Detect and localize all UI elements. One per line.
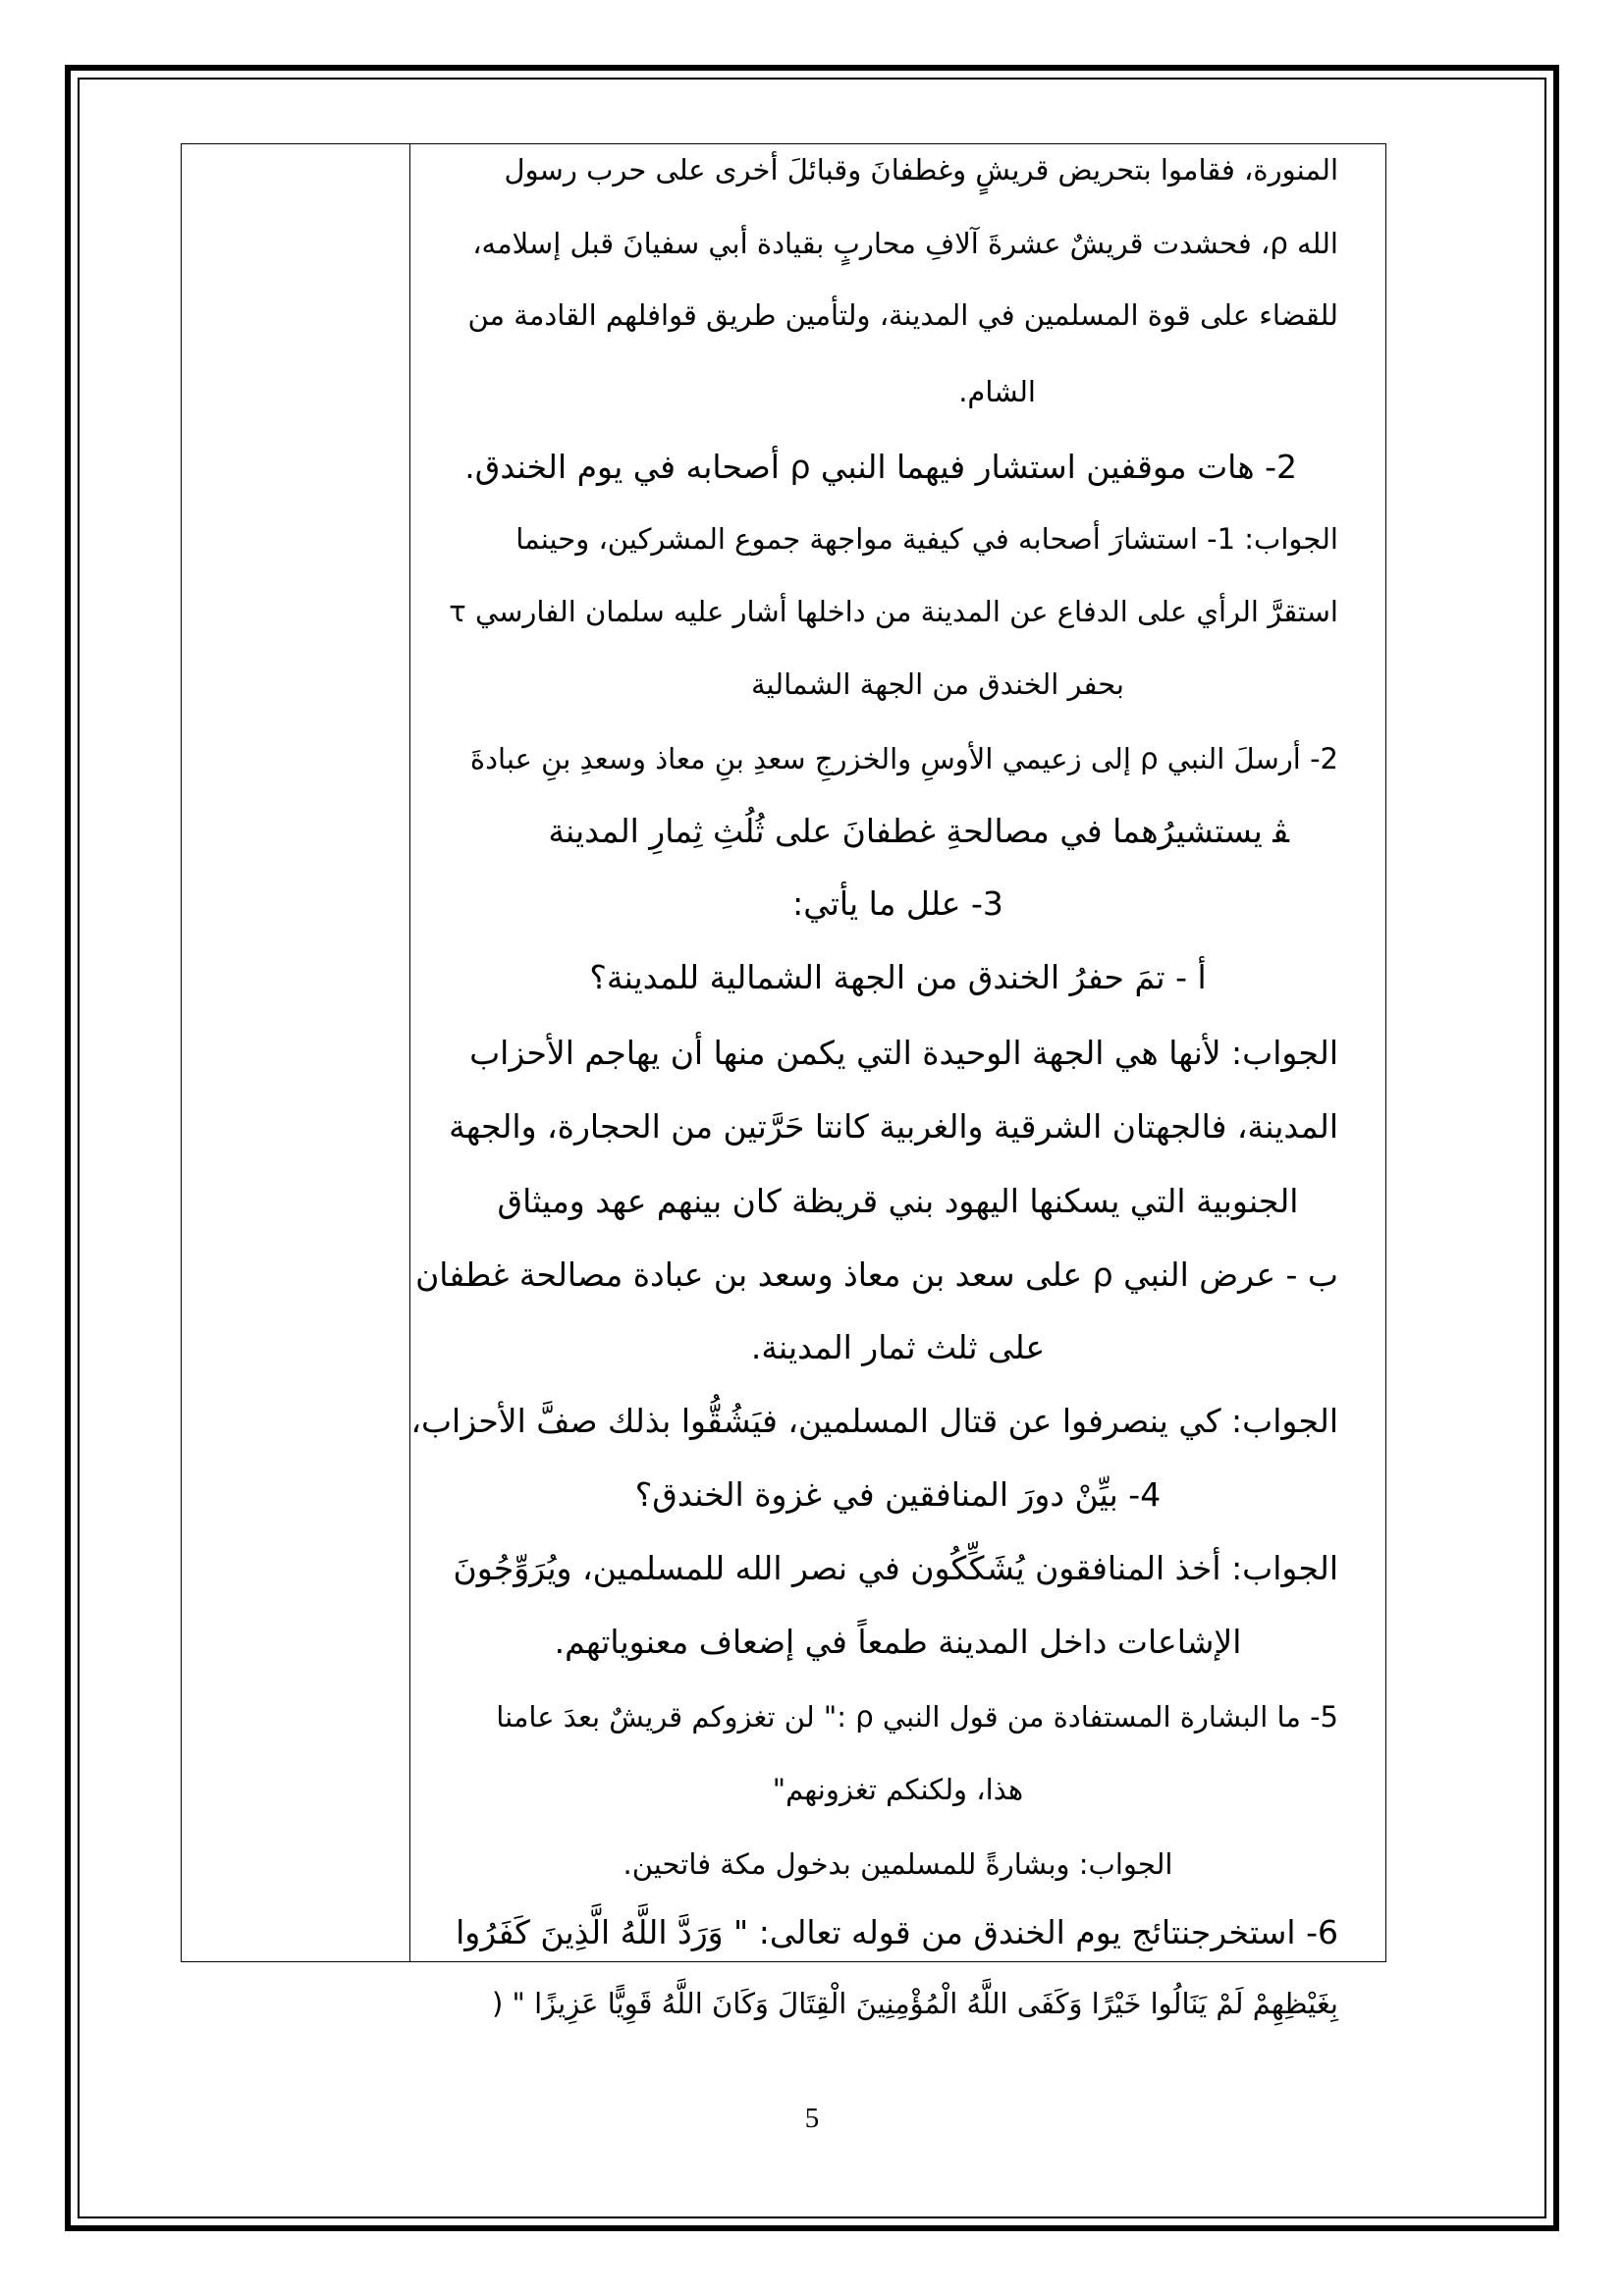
text-line: الجواب: أخذ المنافقون يُشَكِّكُون في نصر الله للمسلمين، ويُرَوِّجُونَ bbox=[453, 1549, 1338, 1587]
question-4: 4- بيِّنْ دورَ المنافقين في غزوة الخندق؟ bbox=[634, 1475, 1162, 1514]
text-line: استقرَّ الرأي على الدفاع عن المدينة من داخلها أشار عليه سلمان الفارسي τ bbox=[449, 595, 1338, 628]
text-line: على ثلث ثمار المدينة. bbox=[750, 1328, 1046, 1366]
question-3b: ب - عرض النبي ρ على سعد بن معاذ وسعد بن عبادة مصالحة غطفان bbox=[415, 1255, 1338, 1294]
question-5: 5- ما البشارة المستفادة من قول النبي ρ :" لن تغزوكم قريشٌ بعدَ عامنا bbox=[496, 1700, 1338, 1734]
question-3: 3- علل ما يأتي: bbox=[792, 884, 1003, 923]
text-line: الإشاعات داخل المدينة طمعاً في إضعاف معنوياتهم. bbox=[554, 1623, 1242, 1661]
text-line: للقضاء على قوة المسلمين في المدينة، ولتأمين طريق قوافلهم القادمة من bbox=[467, 298, 1338, 332]
text-line: الجواب: 1- استشارَ أصحابه في كيفية مواجهة جموع المشركين، وحينما bbox=[515, 522, 1338, 556]
text-line: هذا، ولكنكم تغزونهم" bbox=[772, 1773, 1024, 1806]
text-line: الجواب: وبشارةً للمسلمين بدخول مكة فاتحين. bbox=[623, 1847, 1173, 1881]
page-number: 5 bbox=[804, 2103, 820, 2134]
text-line: الشام. bbox=[958, 375, 1036, 408]
side-column bbox=[182, 144, 410, 1961]
text-line: المدينة، فالجهتان الشرقية والغربية كانتا حَرَّتين من الحجارة، والجهة bbox=[449, 1107, 1338, 1146]
text-line: الجنوبية التي يسكنها اليهود بني قريظة كان بينهم عهد وميثاق bbox=[497, 1182, 1299, 1220]
question-6: 6- استخرجنتائج يوم الخندق من قوله تعالى: " وَرَدَّ اللَّهُ الَّذِينَ كَفَرُوا bbox=[456, 1913, 1338, 1951]
text-line: بحفر الخندق من الجهة الشمالية bbox=[750, 667, 1124, 701]
text-line: 2- أرسلَ النبي ρ إلى زعيمي الأوسِ والخزرجِ سعدِ بنِ معاذ وسعدِ بنِ عبادةَ bbox=[469, 742, 1338, 775]
quran-verse: بِغَيْظِهِمْ لَمْ يَنَالُوا خَيْرًا وَكَفَى اللَّهُ الْمُؤْمِنِينَ الْقِتَالَ وَكَانَ اللَّهُ قَوِيًّا عَزِيزًا " ( bbox=[492, 1987, 1338, 2020]
question-2: 2- هات موقفين استشار فيهما النبي ρ أصحابه في يوم الخندق. bbox=[464, 448, 1297, 486]
content-table bbox=[181, 143, 1386, 2020]
question-3a: أ - تمَ حفرُ الخندق من الجهة الشمالية للمدينة؟ bbox=[589, 958, 1207, 996]
text-line: الجواب: كي ينصرفوا عن قتال المسلمين، فيَشُقُّوا بذلك صفَّ الأحزاب، bbox=[410, 1402, 1338, 1440]
main-text-column bbox=[410, 144, 1385, 2020]
text-line: الجواب: لأنها هي الجهة الوحيدة التي يكمن منها أن يهاجم الأحزاب bbox=[469, 1034, 1338, 1072]
text-line: ﭭ يستشيرُهما في مصالحةِ غطفانَ على ثُلُثِ ثِمارِ المدينة bbox=[548, 812, 1289, 850]
text-line: الله ρ، فحشدت قريشٌ عشرةَ آلافِ محاربٍ بقيادة أبي سفيانَ قبل إسلامه، bbox=[472, 227, 1338, 260]
text-line: المنورة، فقاموا بتحريض قريشٍ وغطفانَ وقبائلَ أخرى على حرب رسول bbox=[504, 153, 1338, 187]
